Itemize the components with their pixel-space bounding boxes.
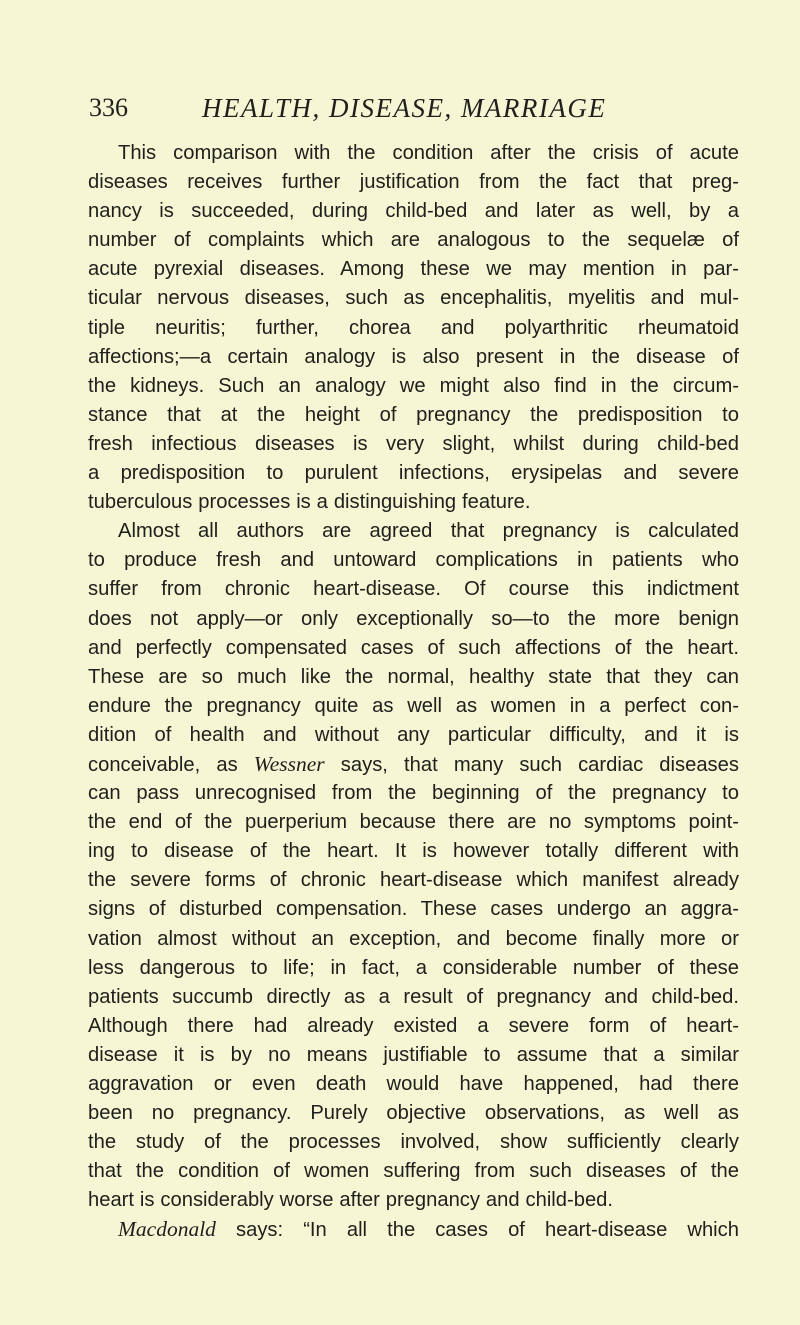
text-line: diseases receives further justification from the fact that preg- <box>88 171 739 194</box>
text-line: acute pyrexial diseases. Among these we may mention in par- <box>88 258 739 281</box>
text-line-with-citation <box>88 1215 739 1244</box>
text-line-with-citation <box>88 750 739 779</box>
text-line: These are so much like the normal, healthy state that they can <box>88 665 739 688</box>
text-line: fresh infectious diseases is very slight, whilst during child-bed <box>88 432 739 455</box>
author-name-macdonald: Macdonald <box>118 1217 216 1242</box>
text-line: ticular nervous diseases, such as encephalitis, myelitis and mul- <box>88 287 739 310</box>
text-line: heart is considerably worse after pregnancy and child-bed. <box>88 1189 614 1212</box>
text-line: the end of the puerperium because there are no symptoms point- <box>88 811 739 834</box>
text-line: stance that at the height of pregnancy the predisposition to <box>88 403 739 426</box>
text-line: disease it is by no means justifiable to assume that a similar <box>88 1043 739 1066</box>
text-line: ing to disease of the heart. It is however totally different with <box>88 840 739 863</box>
author-name-wessner: Wessner <box>253 751 325 776</box>
text-line: been no pregnancy. Purely objective observations, as well as <box>88 1102 739 1125</box>
text-line: to produce fresh and untoward complications in patients who <box>88 549 739 572</box>
text-line: can pass unrecognised from the beginning of the pregnancy to <box>88 782 739 805</box>
text-line: Although there had already existed a severe form of heart- <box>88 1014 739 1037</box>
running-title: HEALTH, DISEASE, MARRIAGE <box>202 93 607 123</box>
page-number: 336 <box>89 93 128 122</box>
text-line: affections;—a certain analogy is also present in the disease of <box>88 345 739 368</box>
text-line: and perfectly compensated cases of such affections of the heart. <box>88 636 739 659</box>
text-fragment: conceivable, as <box>88 753 238 776</box>
text-line: that the condition of women suffering from such diseases of the <box>88 1160 739 1183</box>
text-line: Almost all authors are agreed that pregnancy is calculated <box>118 520 739 543</box>
page-header <box>89 92 649 132</box>
text-line: tuberculous processes is a distinguishing feature. <box>88 491 531 514</box>
text-line: number of complaints which are analogous to the sequelæ of <box>88 229 739 252</box>
text-fragment: says: “In all the cases of heart-disease which <box>215 1219 739 1242</box>
text-line: This comparison with the condition after the crisis of acute <box>118 142 739 164</box>
text-line: signs of disturbed compensation. These cases undergo an aggra- <box>88 898 739 921</box>
text-line: suffer from chronic heart-disease. Of course this indictment <box>88 578 739 601</box>
text-line: does not apply—or only exceptionally so—to the more benign <box>88 607 739 630</box>
text-line: the kidneys. Such an analogy we might also find in the circum- <box>88 374 739 397</box>
text-line: a predisposition to purulent infections, erysipelas and severe <box>88 462 739 485</box>
text-line: aggravation or even death would have happened, had there <box>88 1073 739 1095</box>
text-line: the severe forms of chronic heart-disease which manifest already <box>88 869 739 892</box>
text-line: endure the pregnancy quite as well as women in a perfect con- <box>88 694 739 717</box>
text-line: nancy is succeeded, during child-bed and later as well, by a <box>88 200 739 223</box>
body-text <box>88 139 739 1245</box>
text-line: dition of health and without any particular difficulty, and it is <box>88 723 739 746</box>
text-line: vation almost without an exception, and become finally more or <box>88 927 739 950</box>
text-line: less dangerous to life; in fact, a considerable number of these <box>88 956 739 979</box>
text-line: patients succumb directly as a result of pregnancy and child-bed. <box>88 985 739 1008</box>
text-line: tiple neuritis; further, chorea and polyarthritic rheumatoid <box>88 316 739 339</box>
text-fragment: says, that many such cardiac diseases <box>324 753 739 776</box>
text-line: the study of the processes involved, show sufficiently clearly <box>88 1131 739 1154</box>
